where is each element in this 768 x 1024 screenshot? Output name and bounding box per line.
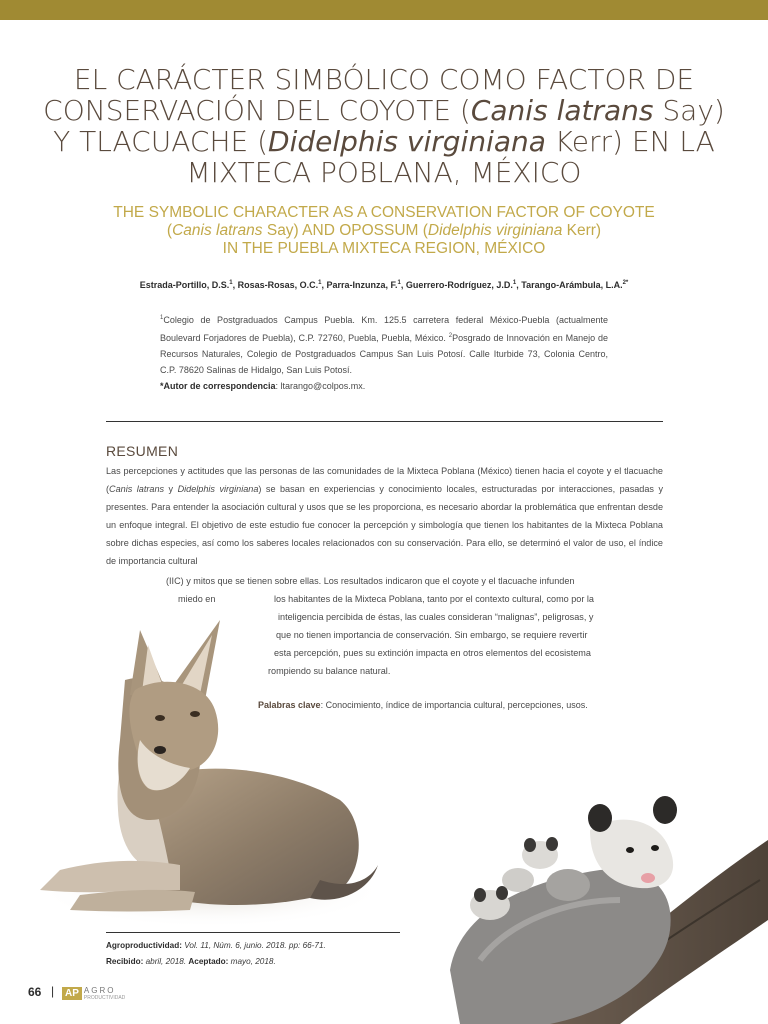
species-name: Didelphis virginiana (268, 125, 546, 158)
affiliations: $^1$Colegio de Postgraduados Campus Puebla. Km. 125.5 carretera federal México-Puebla (actualmente Boulevard Forjadores de Puebla), C.P. 72760, Puebla, Puebla, México. $^2$Posgrado de Innovación en Manejo de Recursos Naturales, Colegio de Postgraduados Campus San Luis Potosí. Calle Iturbide 73, Colonia Centro, C.P. 78620 Salinas de Hidalgo, San Luis Potosí. *Autor de correspondencia: ltarango@colpos.mx. (160, 315, 608, 391)
article-title (40, 64, 728, 188)
logo-mark: AP (62, 987, 82, 1000)
keywords: Palabras clave: Conocimiento, índice de importancia cultural, percepciones, usos. (258, 700, 588, 710)
title-line-3: Y TLACUACHE (Didelphis virginiana Kerr) EN LA (53, 125, 715, 158)
abstract-paragraph: Las percepciones y actitudes que las personas de las comunidades de la Mixteca Poblana (México) tienen hacia el coyote y el tlacuache (Canis latrans y Didelphis virginiana) se basan en experiencias y conocimiento locales, estructuradas por interacciones, pasadas y presentes. Para entender la asociación cultural y usos que se les proporciona, es necesario abordar la problemática que enfrentan desde un enfoque integral. El objetivo de este estudio fue conocer la percepción y simbología que tienen los habitantes de la Mixteca Poblana sobre dichas especies, así como los saberes locales relacionados con su conservación. Para ello, se determinó el valor de uso, el índice de importancia cultural (106, 466, 663, 566)
abstract-line: rompiendo su balance natural. (268, 666, 391, 676)
abstract-line: (IIC) y mitos que se tienen sobre ellas. Los resultados indicaron que el coyote y el tlacuache infunden (166, 576, 575, 586)
abstract-line: los habitantes de la Mixteca Poblana, tanto por el contexto cultural, como por la (274, 594, 594, 604)
abstract-line: que no tienen importancia de conservación. Sin embargo, se requiere revertir (276, 630, 588, 640)
species-name: Canis latrans (470, 94, 654, 127)
title-line-4: MIXTECA POBLANA, MÉXICO (186, 156, 582, 189)
author: Guerrero-Rodríguez, J.D.$^1$ (405, 280, 517, 290)
abstract-line: inteligencia percibida de éstas, las cuales consideran “malignas”, peligrosas, y (278, 612, 594, 622)
english-title: THE SYMBOLIC CHARACTER AS A CONSERVATION FACTOR OF COYOTE (Canis latrans Say) AND OPOSSUM (Didelphis virginiana Kerr) IN THE PUEBLA MIXTECA REGION, MÉXICO (113, 204, 655, 257)
abstract-heading: RESUMEN (106, 443, 179, 459)
corresponding-email[interactable]: : ltarango@colpos.mx. (275, 381, 366, 391)
keywords-label: Palabras clave (258, 700, 321, 710)
title-line-2: CONSERVACIÓN DEL COYOTE (Canis latrans Say) (43, 94, 725, 127)
author: Rosas-Rosas, O.C.$^1$ (237, 280, 322, 290)
section-divider (106, 421, 663, 422)
publication-info: Agroproductividad: Vol. 11, Núm. 6, junio. 2018. pp: 66-71. Recibido: abril, 2018. Aceptado: mayo, 2018. (106, 941, 326, 966)
corresponding-author-label: *Autor de correspondencia (160, 381, 276, 391)
author-list: Estrada-Portillo, D.S.$^1$, Rosas-Rosas, O.C.$^1$, Parra-Inzunza, F.$^1$, Guerrero-Rodríguez, J.D.$^1$, Tarango-Arámbula, L.A.$^{2*}$ (139, 280, 629, 290)
abstract-line: esta percepción, pues su extinción impacta en otros elementos del ecosistema (274, 648, 591, 658)
journal-logo: AP AGRO PRODUCTIVIDAD (62, 985, 125, 1003)
opossum-image (420, 770, 768, 1024)
top-color-bar (0, 0, 768, 20)
author: Estrada-Portillo, D.S.$^1$ (139, 280, 233, 290)
footnote-divider (106, 932, 400, 933)
author: Parra-Inzunza, F.$^1$ (326, 280, 401, 290)
page-number: 66 (28, 985, 42, 999)
footer-separator: | (51, 984, 55, 998)
coyote-image (20, 590, 380, 930)
abstract-line: miedo en (178, 594, 216, 604)
title-line-1: EL CARÁCTER SIMBÓLICO COMO FACTOR DE (73, 63, 695, 96)
author: Tarango-Arámbula, L.A.$^{2*}$ (521, 280, 629, 290)
